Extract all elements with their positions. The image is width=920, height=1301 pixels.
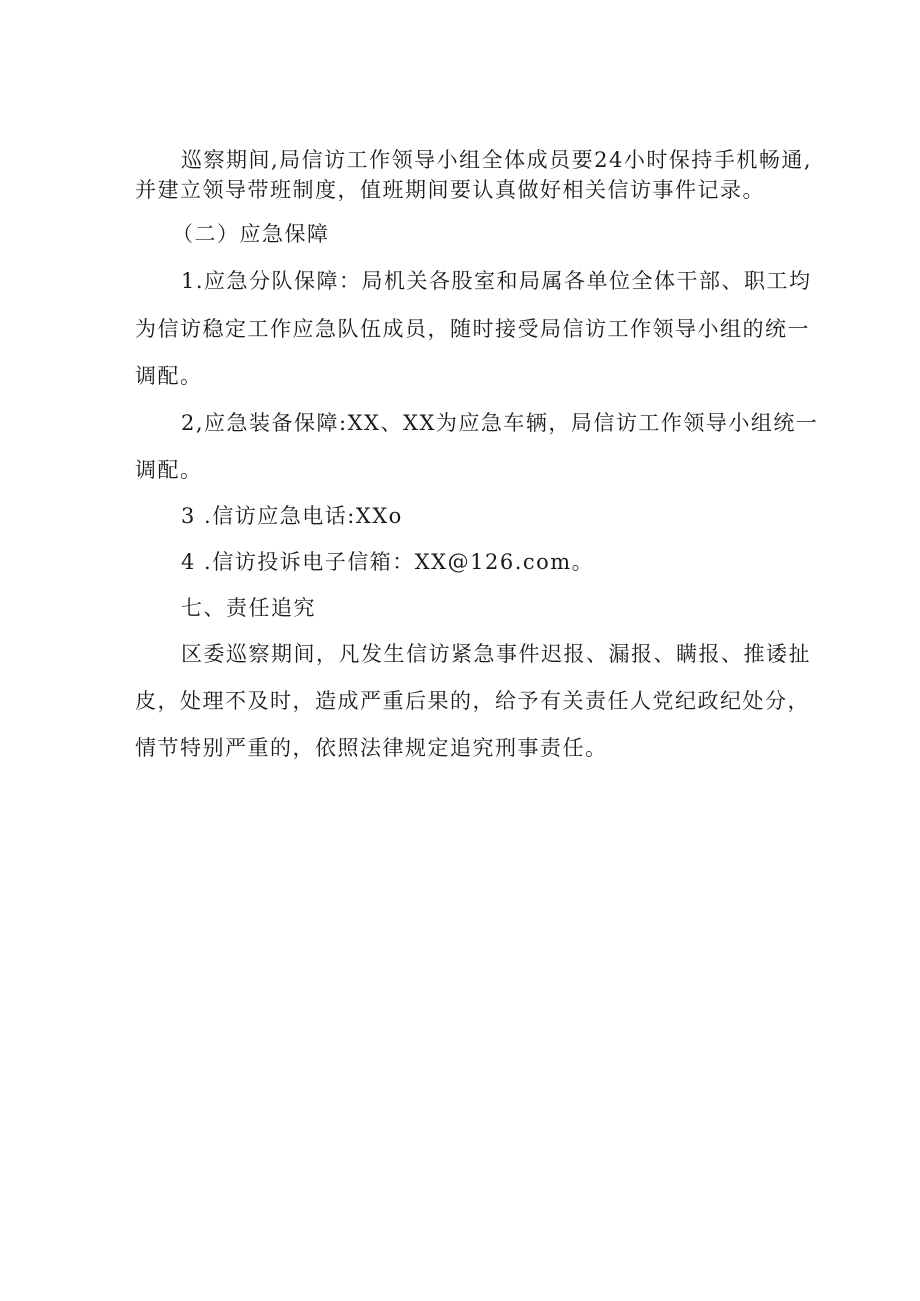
paragraph-line: 情节特别严重的，依照法律规定追究刑事责任。 xyxy=(135,736,608,760)
paragraph-line: 1.应急分队保障：局机关各股室和局属各单位全体干部、职工均 xyxy=(181,269,812,293)
paragraph-line: 区委巡察期间，凡发生信访紧急事件迟报、漏报、瞒报、推诿扯 xyxy=(181,642,811,666)
paragraph-line: 2,应急装备保障:XX、XX为应急车辆，局信访工作领导小组统一 xyxy=(181,411,819,435)
section-heading: 七、责任追究 xyxy=(181,596,316,620)
paragraph-line: 皮，处理不及时，造成严重后果的，给予有关责任人党纪政纪处分， xyxy=(135,689,810,713)
paragraph-line: 3 .信访应急电话:XXo xyxy=(181,504,403,528)
paragraph-line: 调配。 xyxy=(135,458,203,482)
paragraph-line: 调配。 xyxy=(135,364,203,388)
paragraph-line: 巡察期间,局信访工作领导小组全体成员要24小时保持手机畅通, xyxy=(181,148,813,172)
paragraph-line: 并建立领导带班制度，值班期间要认真做好相关信访事件记录。 xyxy=(135,178,765,202)
paragraph-line: 为信访稳定工作应急队伍成员，随时接受局信访工作领导小组的统一 xyxy=(135,317,810,341)
paragraph-line: 4 .信访投诉电子信箱：XX@126.com。 xyxy=(181,550,595,574)
section-heading: （二）应急保障 xyxy=(172,222,330,246)
